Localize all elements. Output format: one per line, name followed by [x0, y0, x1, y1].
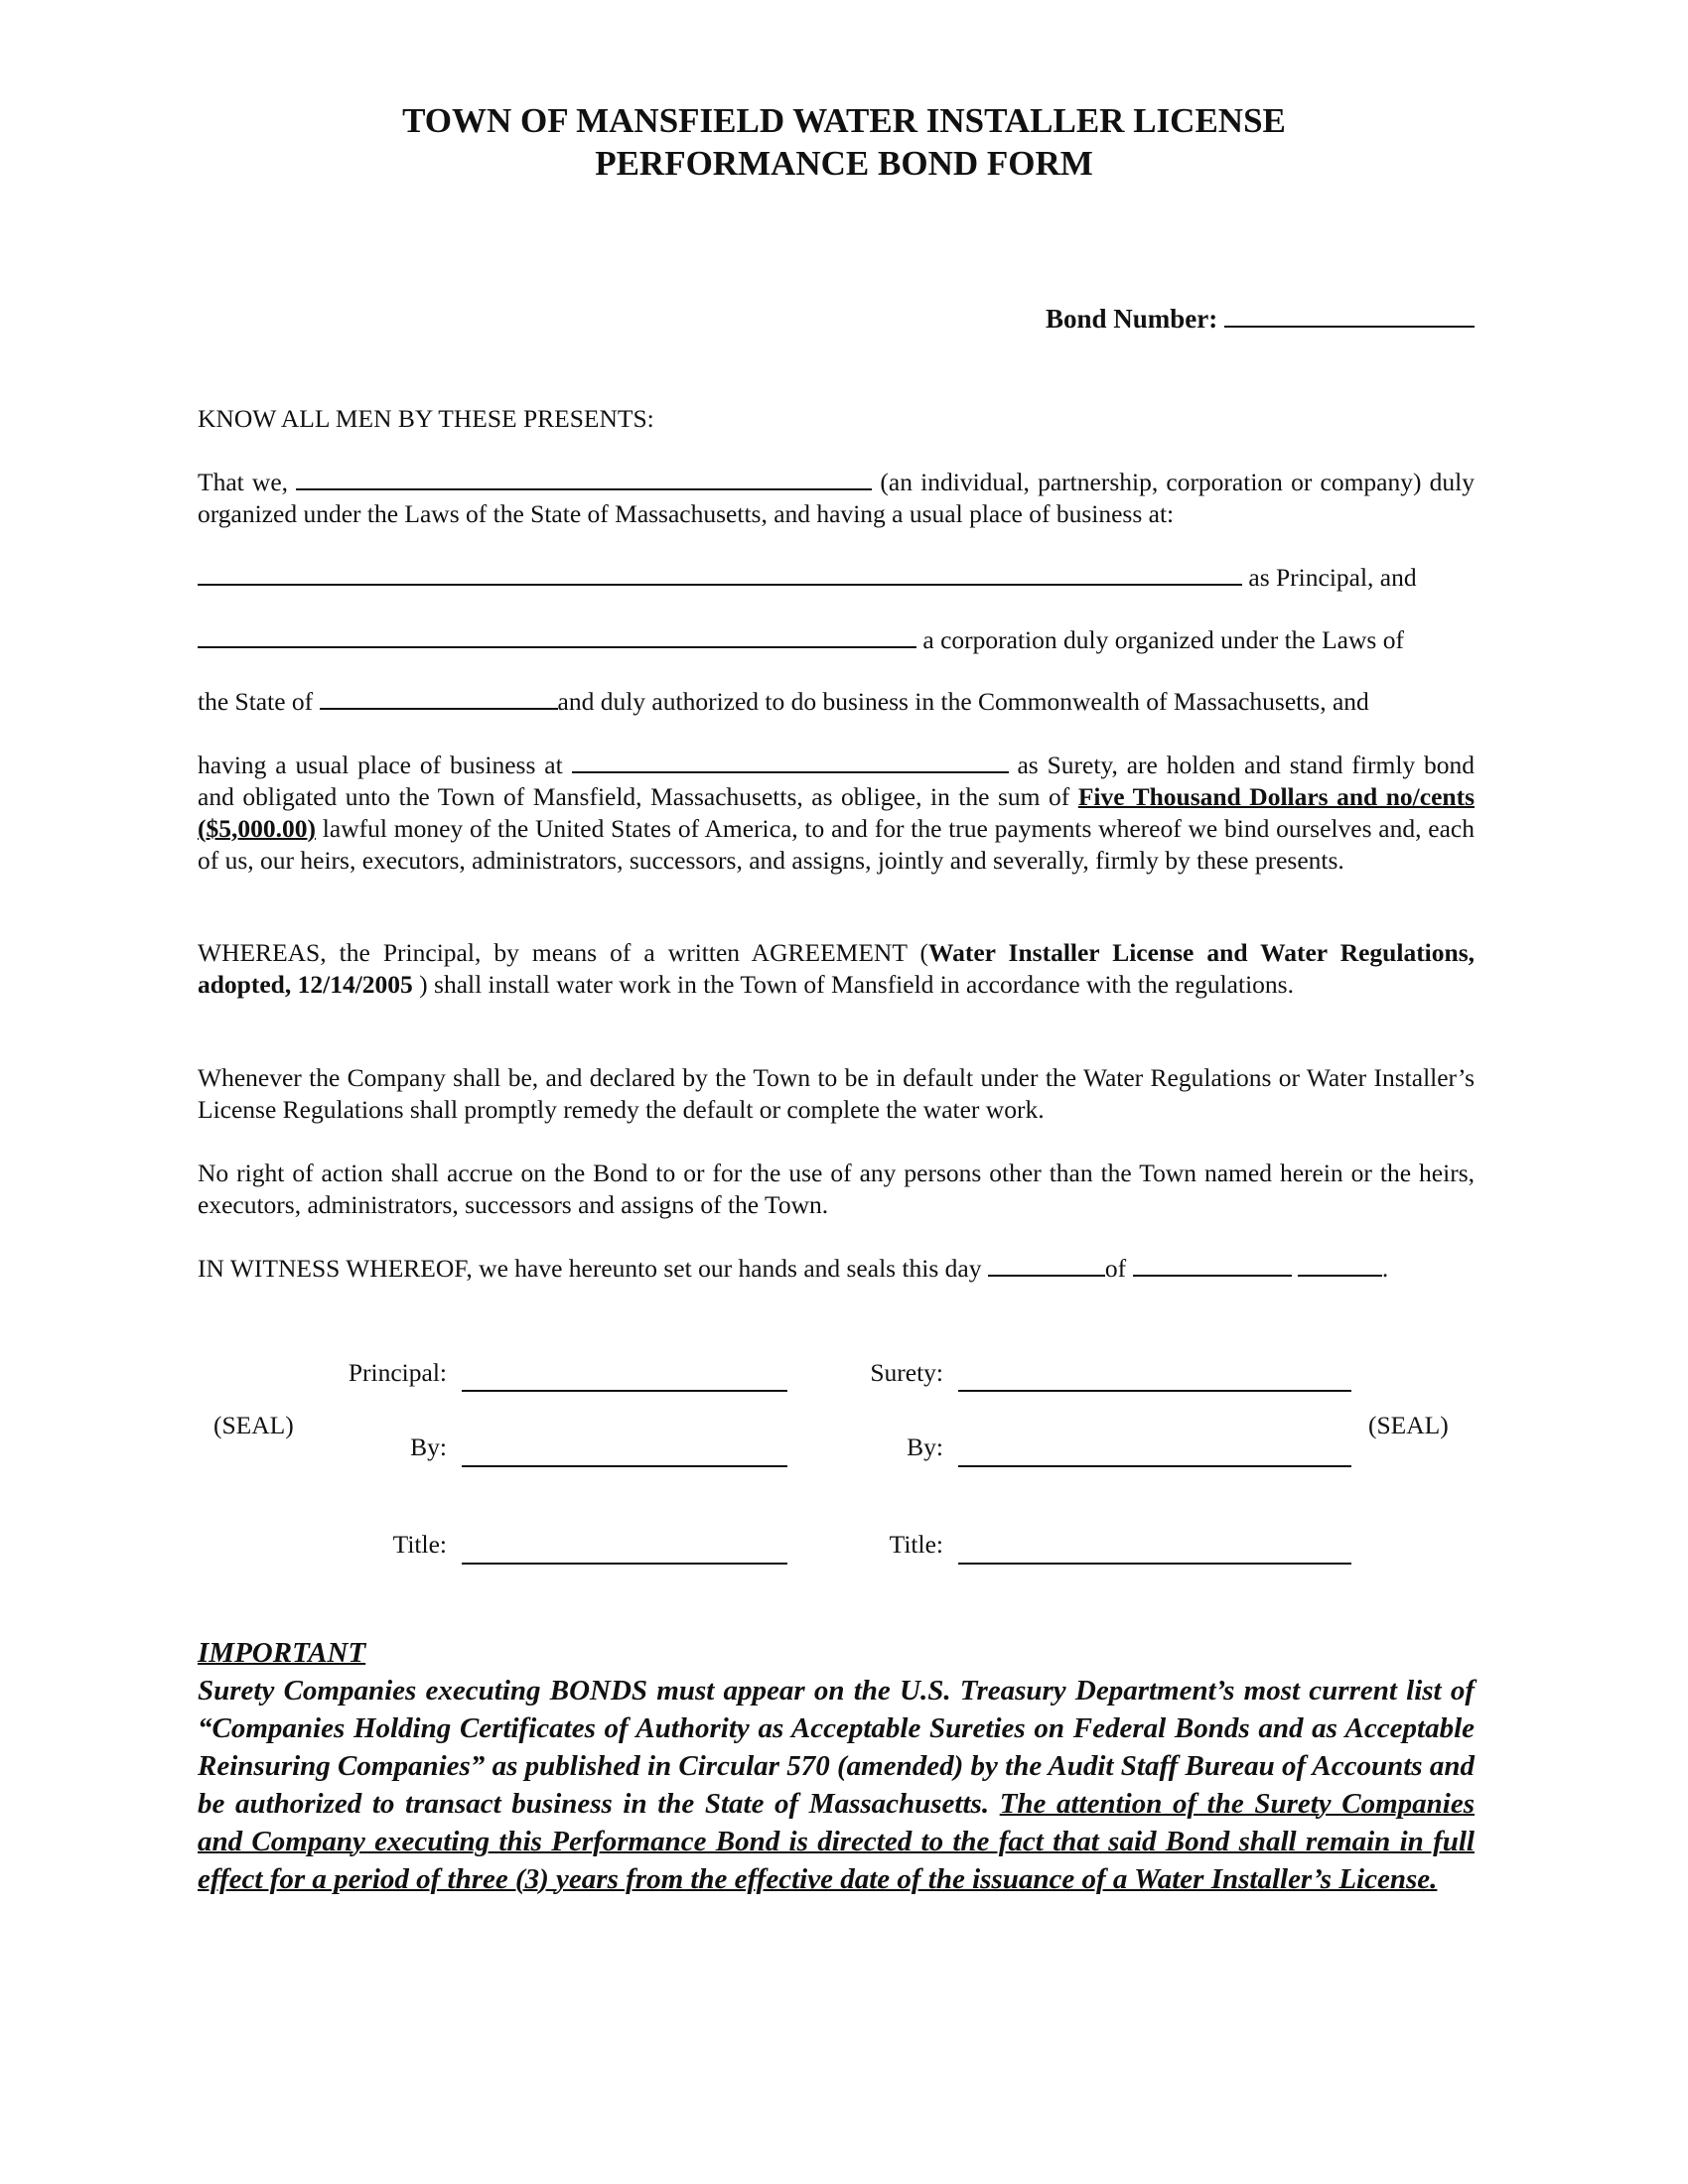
duly-organized-text: duly organized under the Laws of the State of Massachusetts, and having a usual place of business at: — [198, 468, 1476, 528]
as-surety-text: as Surety, are holden and stand firmly bond and obligated unto the Town of Mansfield, Massachusetts, as obligee, in the sum of — [198, 751, 1476, 811]
know-all-men: KNOW ALL MEN BY THESE PRESENTS: — [198, 404, 654, 433]
witness-text: IN WITNESS WHEREOF, we have hereunto set our hands and seals this day — [198, 1254, 982, 1283]
state-field[interactable] — [320, 686, 558, 710]
duly-authorized-text: and duly authorized to do business in the Commonwealth of Massachusetts, and — [557, 687, 1369, 716]
important-underlined-text: The attention of the Surety Companies and Company executing this Performance Bond is directed to the fact that said Bond shall remain in full effect for a period of three (3) years from the effective date of the issuance of a Water Installer’s License. — [198, 1788, 1476, 1895]
important-notice — [198, 1672, 1475, 1898]
principal-title-field[interactable] — [462, 1563, 787, 1565]
witness-row — [198, 1253, 1475, 1285]
corporation-text: a corporation duly organized under the Laws of — [922, 625, 1404, 654]
surety-name-field[interactable] — [198, 624, 916, 648]
surety-title-label: Title: — [889, 1530, 943, 1559]
principal-seal: (SEAL) — [213, 1411, 294, 1439]
sum-rest-text: lawful money of the United States of America, to and for the true payments whereof we bind ourselves and, each of us, our heirs, executors, administrators, successors, and assigns, jointly and severally, firmly by these presents. — [198, 814, 1475, 875]
important-heading: IMPORTANT — [198, 1637, 366, 1669]
that-we-text: That we, — [198, 468, 289, 496]
bond-sum: Five Thousand Dollars and no/cents ($5,000.00) — [198, 782, 1476, 843]
principal-by-field[interactable] — [462, 1465, 787, 1467]
principal-signature-field[interactable] — [462, 1390, 787, 1392]
bond-number-row — [1046, 303, 1475, 335]
witness-day-field[interactable] — [988, 1253, 1105, 1277]
important-text: Surety Companies executing BONDS must appear on the U.S. Treasury Department’s most current list of “Companies Holding Certificates of Authority as Acceptable Sureties on Federal Bonds and as Acceptable Reinsuring Companies” as published in Circular 570 (amended) by the Audit Staff Bureau of Accounts and be authorized to transact business in the State of Massachusetts. — [198, 1675, 1475, 1820]
surety-by-field[interactable] — [958, 1465, 1351, 1467]
witness-year-field[interactable] — [1298, 1253, 1382, 1277]
as-principal-text: as Principal, and — [1248, 563, 1417, 592]
surety-label: Surety: — [870, 1358, 943, 1387]
surety-name-row — [198, 624, 1475, 656]
having-place-text: having a usual place of business at — [198, 751, 563, 779]
state-row — [198, 686, 1475, 718]
whereas-paragraph — [198, 937, 1475, 1001]
surety-address-field[interactable] — [572, 750, 1009, 773]
witness-of-text: of — [1104, 1254, 1127, 1283]
principal-by-label: By: — [410, 1433, 447, 1461]
bond-number-field[interactable] — [1224, 304, 1475, 328]
principal-label: Principal: — [348, 1358, 447, 1387]
bond-number-label: Bond Number: — [1045, 304, 1218, 334]
that-we-paragraph — [198, 467, 1475, 530]
whereas-agreement: Water Installer License and Water Regulations, adopted, 12/14/2005 — [198, 938, 1476, 999]
surety-seal: (SEAL) — [1368, 1411, 1449, 1439]
state-of-text: the State of — [198, 687, 314, 716]
principal-address-row — [198, 562, 1475, 594]
surety-signature-field[interactable] — [958, 1390, 1351, 1392]
whereas-start: WHEREAS, the Principal, by means of a written AGREEMENT ( — [198, 938, 928, 967]
surety-title-field[interactable] — [958, 1563, 1351, 1565]
no-right-paragraph: No right of action shall accrue on the Bond to or for the use of any persons other than the Town named herein or the heirs, executors, administrators, successors and assigns of the Town. — [198, 1159, 1475, 1219]
principal-title-label: Title: — [392, 1530, 447, 1559]
principal-address-field[interactable] — [198, 562, 1242, 586]
surety-by-label: By: — [907, 1433, 943, 1461]
entity-types-text: (an individual, partnership, corporation or company) — [880, 468, 1422, 496]
whenever-paragraph: Whenever the Company shall be, and declared by the Town to be in default under the Water Regulations or Water Installer’s License Regulations shall promptly remedy the default or complete the water work. — [198, 1063, 1475, 1124]
document-title-line1: TOWN OF MANSFIELD WATER INSTALLER LICENSE — [402, 101, 1286, 140]
witness-end: . — [1381, 1254, 1389, 1283]
principal-name-field[interactable] — [296, 467, 872, 490]
surety-paragraph — [198, 750, 1475, 877]
whereas-end: ) shall install water work in the Town of Mansfield in accordance with the regulations. — [419, 970, 1294, 999]
document-title-line2: PERFORMANCE BOND FORM — [595, 144, 1093, 183]
witness-month-field[interactable] — [1133, 1253, 1292, 1277]
